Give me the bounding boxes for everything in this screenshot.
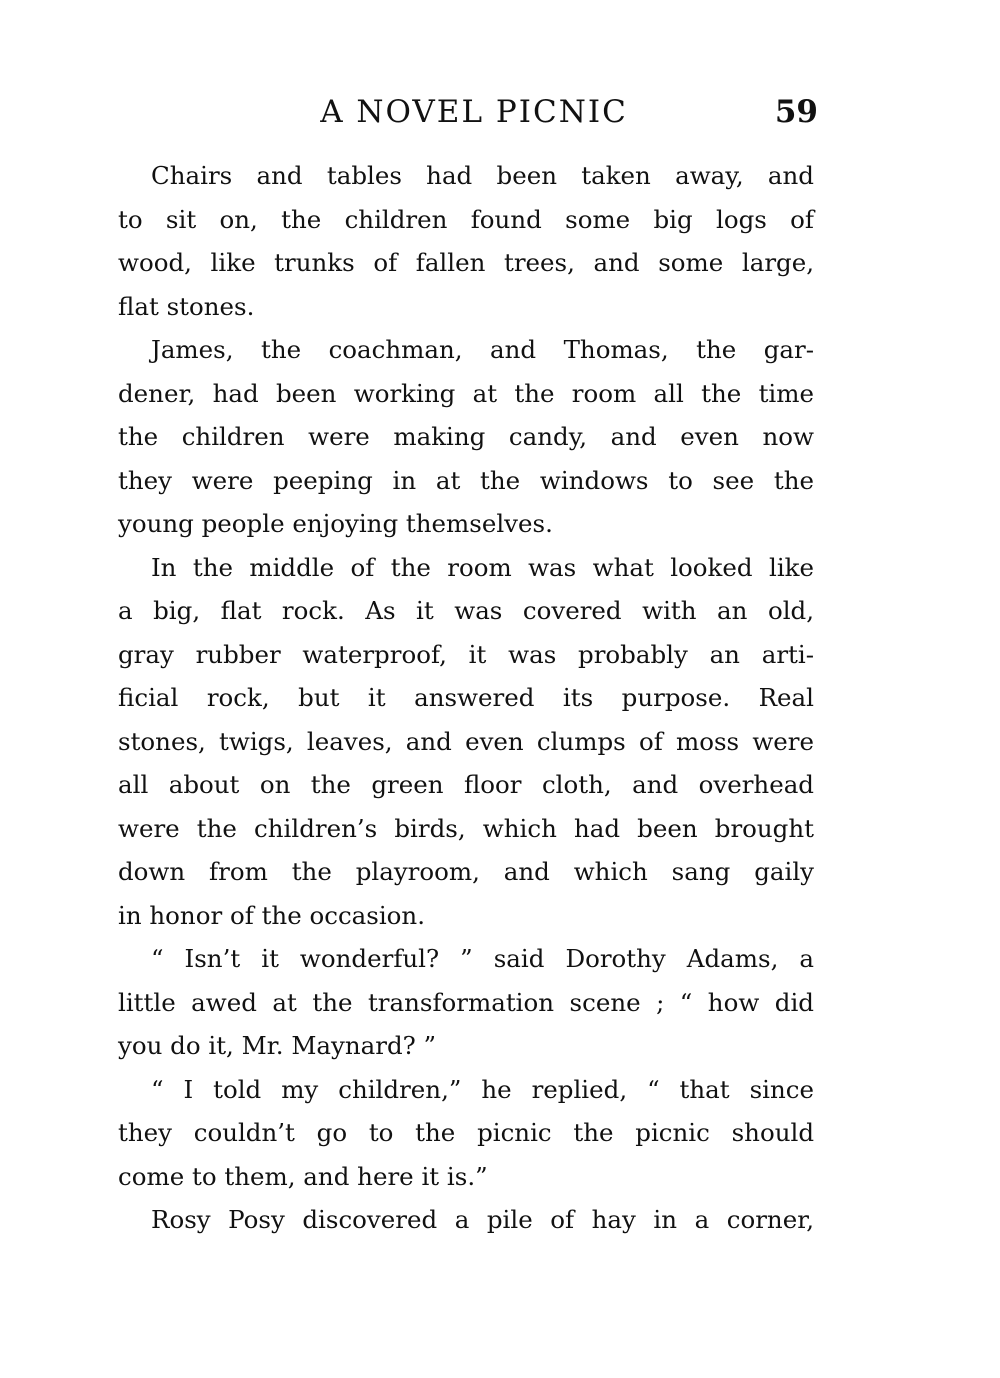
text-line: gray rubber waterproof, it was probably an arti-	[118, 639, 814, 669]
text-line: James, the coachman, and Thomas, the gar-	[151, 335, 814, 364]
text-line: a big, flat rock. As it was covered with an old,	[118, 596, 814, 625]
body-text	[118, 154, 814, 1242]
text-line: dener, had been working at the room all the time	[118, 378, 814, 408]
text-line: Chairs and tables had been taken away, and	[151, 161, 814, 190]
text-line: were the children’s birds, which had been brought	[118, 813, 814, 843]
text-line: in honor of the occasion.	[118, 900, 426, 930]
text-line: flat stones.	[118, 291, 255, 321]
text-line: Rosy Posy discovered a pile of hay in a corner,	[151, 1205, 814, 1234]
text-line: all about on the green floor cloth, and overhead	[118, 770, 814, 799]
text-line: to sit on, the children found some big logs of	[118, 204, 814, 234]
text-line: wood, like trunks of fallen trees, and some large,	[118, 248, 814, 277]
paragraph	[118, 154, 814, 328]
text-line: they were peeping in at the windows to see the	[118, 465, 814, 495]
text-line: ficial rock, but it answered its purpose. Real	[118, 683, 814, 712]
paragraph	[118, 937, 814, 1068]
paragraph	[118, 1068, 814, 1199]
text-line: down from the playroom, and which sang gaily	[118, 857, 814, 886]
paragraph	[118, 546, 814, 938]
text-line: you do it, Mr. Maynard? ”	[118, 1031, 437, 1060]
running-title: A NOVEL PICNIC	[320, 94, 628, 130]
text-line: young people enjoying themselves.	[118, 509, 553, 538]
text-line: they couldn’t go to the picnic the picnic should	[118, 1118, 814, 1147]
text-line: the children were making candy, and even now	[118, 422, 814, 451]
text-line: come to them, and here it is.”	[118, 1161, 488, 1191]
text-line: “ I told my children,” he replied, “ that since	[151, 1074, 814, 1104]
text-line: little awed at the transformation scene ; “ how did	[118, 987, 814, 1017]
text-line: “ Isn’t it wonderful? ” said Dorothy Adams, a	[151, 944, 814, 973]
text-line: stones, twigs, leaves, and even clumps of moss were	[118, 726, 814, 756]
page-number: 59	[774, 94, 818, 130]
paragraph	[118, 328, 814, 546]
running-head	[118, 90, 816, 134]
text-line: In the middle of the room was what looked like	[151, 552, 814, 582]
paragraph	[118, 1198, 814, 1242]
